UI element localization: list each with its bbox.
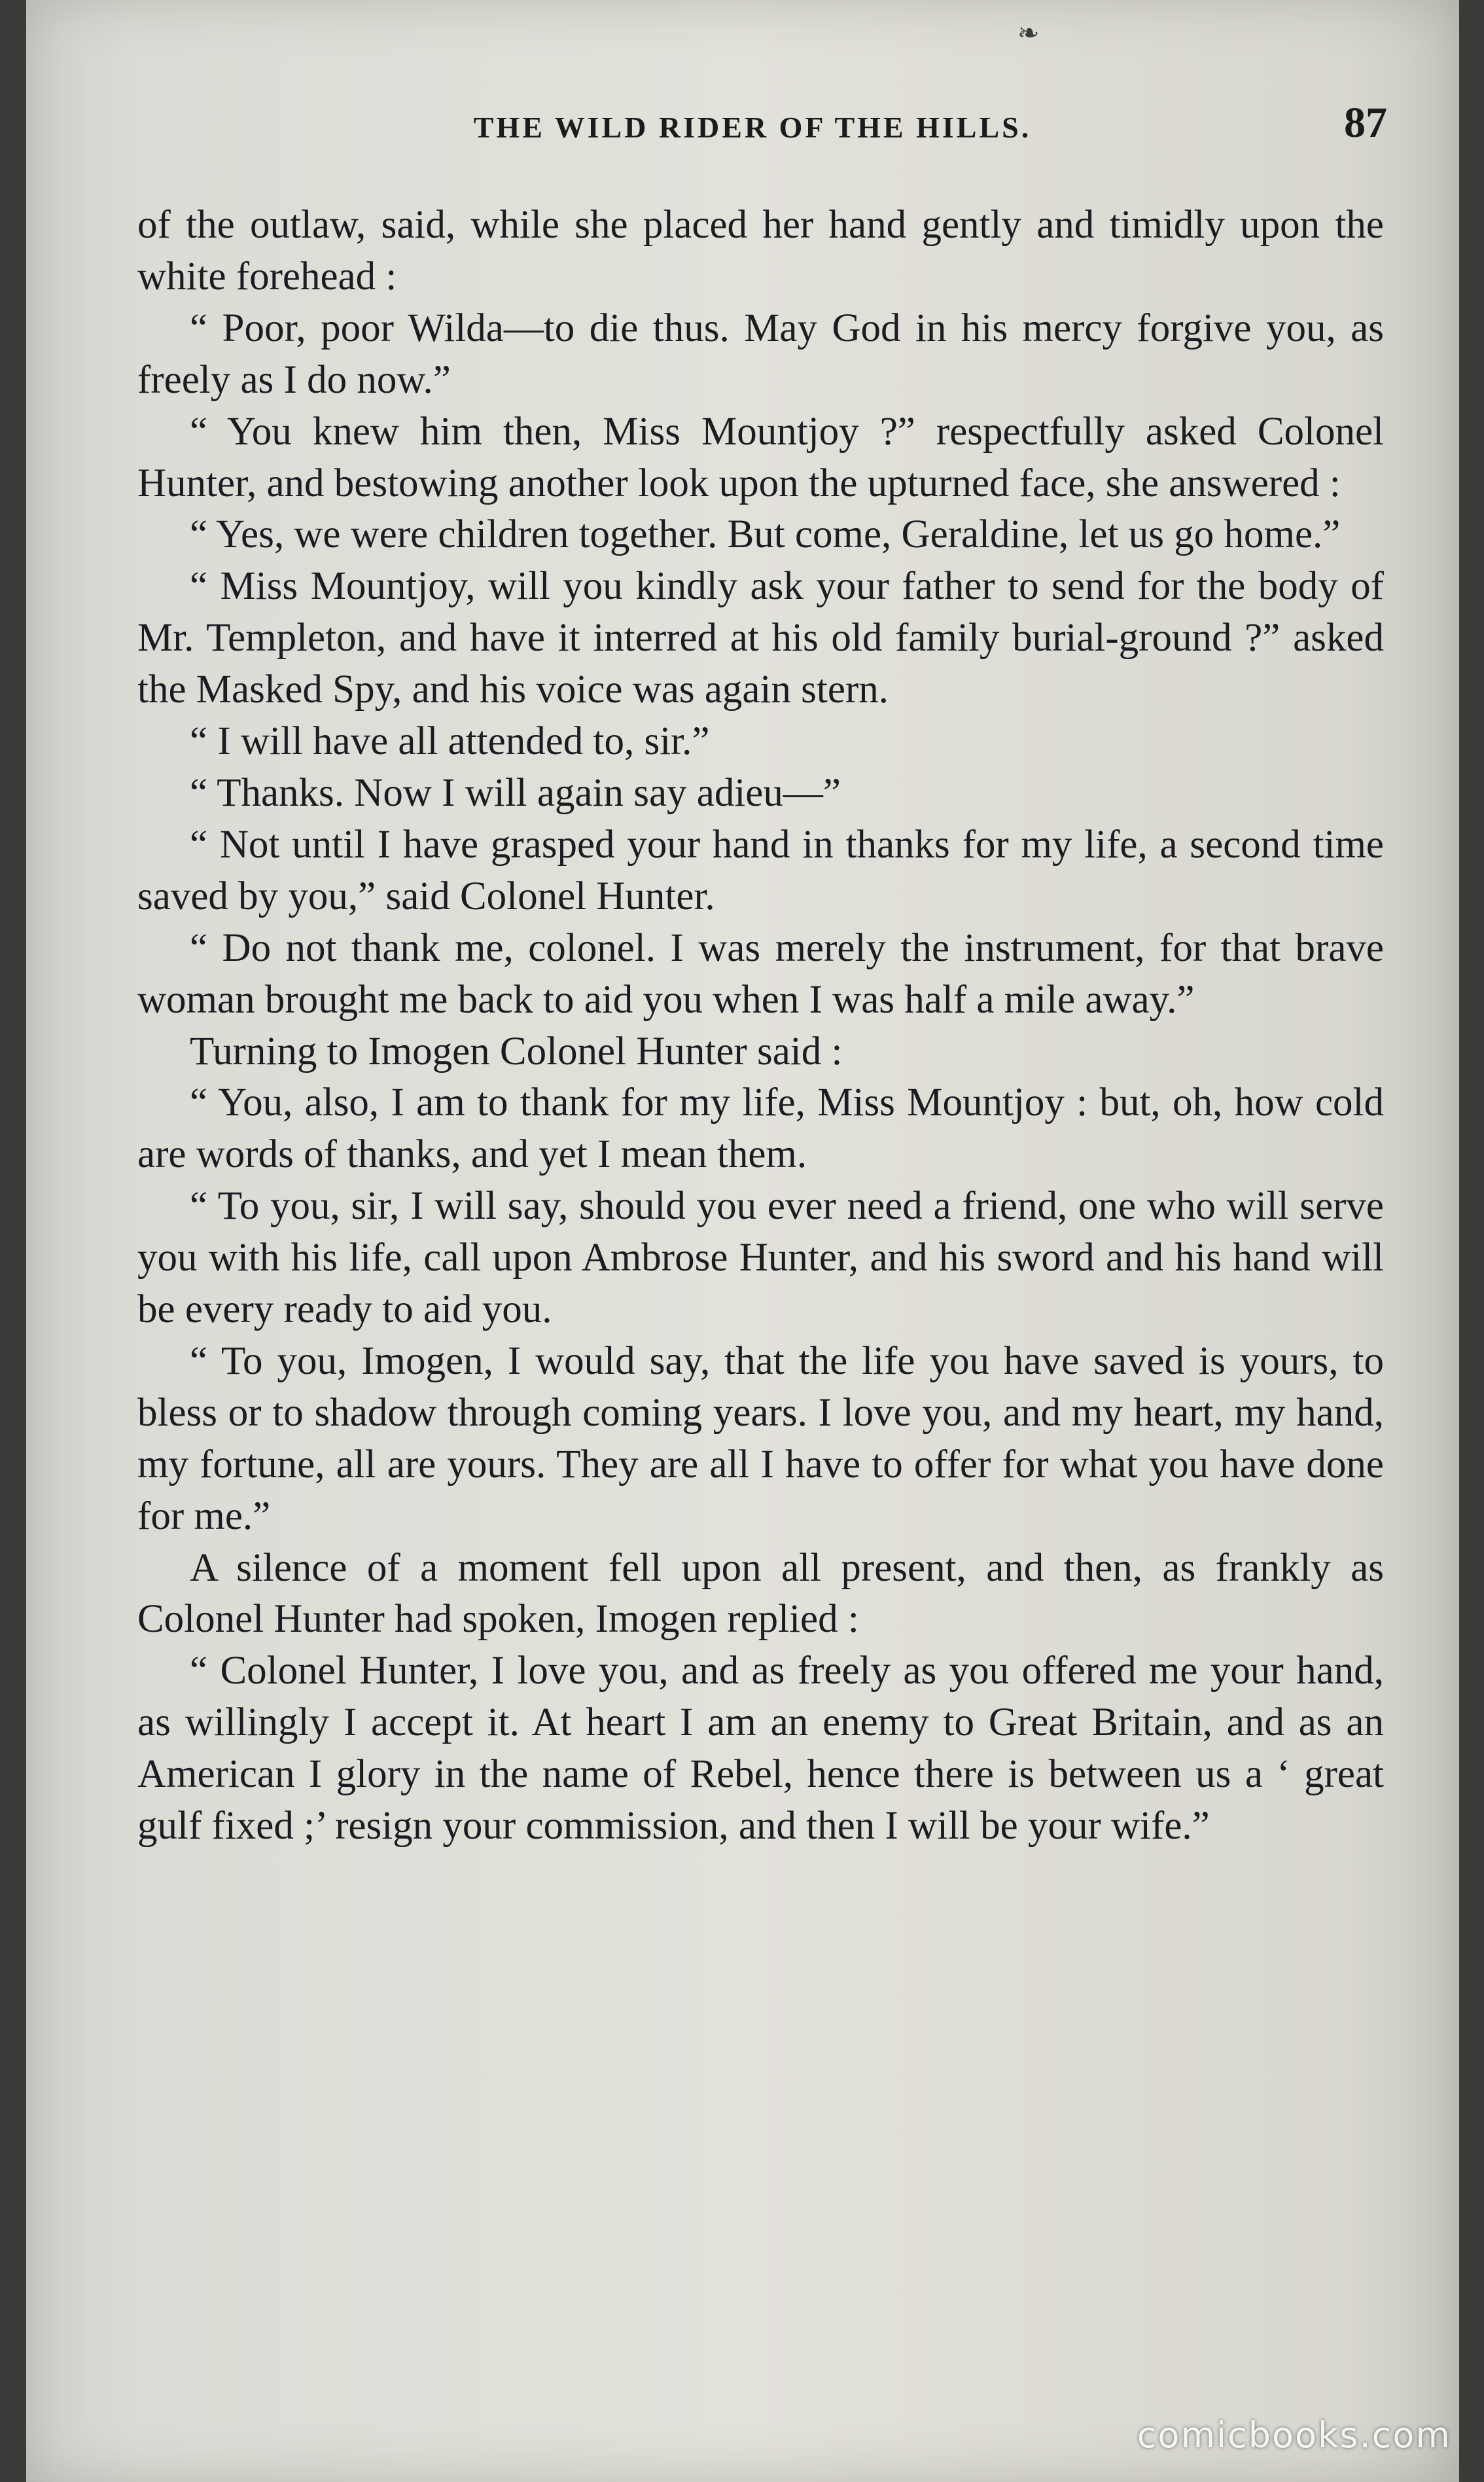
paragraph: “ Do not thank me, colonel. I was merely the instrument, for that brave woman brought me back to aid you when I was half a mile away.” <box>137 926 1384 1022</box>
running-title: THE WILD RIDER OF THE HILLS. <box>473 111 1032 144</box>
paragraph: of the outlaw, said, while she placed her hand gently and timidly upon the white forehead : <box>137 203 1384 298</box>
paragraph: Turning to Imogen Colonel Hunter said : <box>190 1029 843 1073</box>
site-watermark: comicbooks.com <box>1137 2415 1451 2456</box>
paragraph: “ Not until I have grasped your hand in thanks for my life, a second time saved by you,” said Colonel Hunter. <box>137 822 1384 918</box>
paragraph: “ Thanks. Now I will again say adieu—” <box>190 770 841 815</box>
paragraph: “ Colonel Hunter, I love you, and as freely as you offered me your hand, as willingly I accept it. At heart I am an enemy to Great Britain, and as an American I glory in the name of Rebel, hence there is between us a ‘ great gulf fixed ;’ resign your commission, and then I will be your wife.” <box>137 1649 1384 1848</box>
page-number: 87 <box>1344 99 1387 147</box>
paragraph: “ Yes, we were children together. But come, Geraldine, let us go home.” <box>190 513 1341 557</box>
paragraph: “ I will have all attended to, sir.” <box>190 719 710 764</box>
paragraph: “ To you, sir, I will say, should you ever need a friend, one who will serve you with his life, call upon Ambrose Hunter, and his sword and his hand will be every ready to aid you. <box>137 1184 1384 1332</box>
paragraph: “ Miss Mountjoy, will you kindly ask your father to send for the body of Mr. Templeton, and have it interred at his old family burial-ground ?” asked the Masked Spy, and his voice was again stern. <box>137 564 1384 712</box>
paragraph: “ You knew him then, Miss Mountjoy ?” respectfully asked Colonel Hunter, and bestowing another look upon the upturned face, she answered : <box>137 409 1384 505</box>
printer-mark: ❧ <box>1017 18 1040 48</box>
paragraph: “ To you, Imogen, I would say, that the life you have saved is yours, to bless or to shadow through coming years. I love you, and my heart, my hand, my fortune, all are yours. They are all I have to offer for what you have done for me.” <box>137 1339 1384 1538</box>
paragraph: A silence of a moment fell upon all present, and then, as frankly as Colonel Hunter had spoken, Imogen replied : <box>137 1545 1384 1642</box>
paragraph: “ Poor, poor Wilda—to die thus. May God in his mercy forgive you, as freely as I do now.” <box>137 306 1384 402</box>
body-text <box>137 200 1384 1852</box>
paragraph: “ You, also, I am to thank for my life, Miss Mountjoy : but, oh, how cold are words of thanks, and yet I mean them. <box>137 1081 1384 1177</box>
book-page <box>26 0 1459 2482</box>
page-header <box>118 98 1387 157</box>
